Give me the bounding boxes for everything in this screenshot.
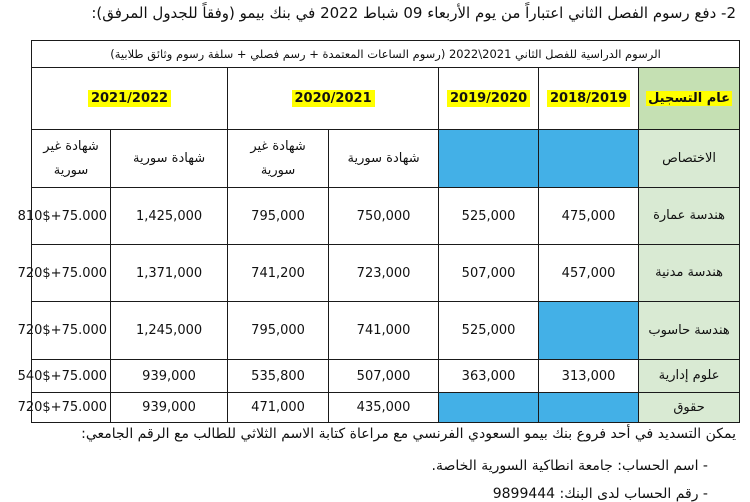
payment-note: يمكن التسديد في أحد فروع بنك بيمو السعودي الفرنسي مع مراعاة كتابة الاسم الثلاثي للطالب مع الرقم الجامعي: <box>81 426 736 442</box>
fee-cell: 475,000 <box>539 188 639 245</box>
fee-cell: 720$+75.000 <box>32 393 111 423</box>
empty-cell <box>439 130 539 188</box>
fee-cell: 1,371,000 <box>111 245 228 302</box>
table-caption: الرسوم الدراسية للفصل الثاني 2021\2022 (رسوم الساعات المعتمدة + رسم فصلي + سلفة رسوم وثائق طلابية) <box>32 41 740 68</box>
fee-cell: 435,000 <box>329 393 439 423</box>
account-number: - رقم الحساب لدى البنك: 9899444 <box>492 486 708 502</box>
fee-cell: 313,000 <box>539 360 639 393</box>
fee-cell: 1,425,000 <box>111 188 228 245</box>
fee-cell: 457,000 <box>539 245 639 302</box>
fee-cell: 939,000 <box>111 393 228 423</box>
fee-cell: 810$+75.000 <box>32 188 111 245</box>
certificate-header: شهادة غير سورية <box>228 130 329 188</box>
account-name: - اسم الحساب: جامعة انطاكية السورية الخاصة. <box>431 458 708 474</box>
caption-row <box>32 41 740 68</box>
fee-cell: 525,000 <box>439 302 539 360</box>
table-row <box>32 245 740 302</box>
specialty-name: علوم إدارية <box>639 360 740 393</box>
year-row <box>32 68 740 130</box>
certificate-header: شهادة سورية <box>329 130 439 188</box>
fee-cell: 741,000 <box>329 302 439 360</box>
table-row <box>32 188 740 245</box>
empty-cell <box>539 302 639 360</box>
fee-cell: 795,000 <box>228 188 329 245</box>
fee-cell: 471,000 <box>228 393 329 423</box>
certificate-header: شهادة سورية <box>111 130 228 188</box>
fee-cell: 720$+75.000 <box>32 245 111 302</box>
fee-cell: 540$+75.000 <box>32 360 111 393</box>
fee-cell: 535,800 <box>228 360 329 393</box>
empty-cell <box>439 393 539 423</box>
fee-cell: 750,000 <box>329 188 439 245</box>
specialty-name: هندسة حاسوب <box>639 302 740 360</box>
fee-cell: 507,000 <box>329 360 439 393</box>
registration-year-header <box>639 68 740 130</box>
table-row <box>32 360 740 393</box>
fee-cell: 1,245,000 <box>111 302 228 360</box>
fee-cell: 525,000 <box>439 188 539 245</box>
table-row <box>32 393 740 423</box>
fee-cell: 741,200 <box>228 245 329 302</box>
certificate-header: شهادة غير سورية <box>32 130 111 188</box>
specialty-name: هندسة عمارة <box>639 188 740 245</box>
fee-cell: 723,000 <box>329 245 439 302</box>
year-header: 2020/2021 <box>228 68 439 130</box>
year-header: 2021/2022 <box>32 68 228 130</box>
fees-table <box>17 40 740 423</box>
specialty-header: الاختصاص <box>639 130 740 188</box>
fee-cell: 939,000 <box>111 360 228 393</box>
specialty-name: هندسة مدنية <box>639 245 740 302</box>
empty-cell <box>539 130 639 188</box>
specialty-name: حقوق <box>639 393 740 423</box>
empty-cell <box>539 393 639 423</box>
year-header: 2018/2019 <box>539 68 639 130</box>
fee-cell: 507,000 <box>439 245 539 302</box>
table-row <box>32 302 740 360</box>
registration-year-label: عام التسجيل <box>648 90 731 106</box>
fee-cell: 795,000 <box>228 302 329 360</box>
fee-cell: 363,000 <box>439 360 539 393</box>
fee-cell: 720$+75.000 <box>32 302 111 360</box>
section-heading: 2- دفع رسوم الفصل الثاني اعتباراً من يوم الأربعاء 09 شباط 2022 في بنك بيمو (وفقاً للجدول المرفق): <box>91 4 736 22</box>
year-header: 2019/2020 <box>439 68 539 130</box>
subheader-row <box>32 130 740 188</box>
